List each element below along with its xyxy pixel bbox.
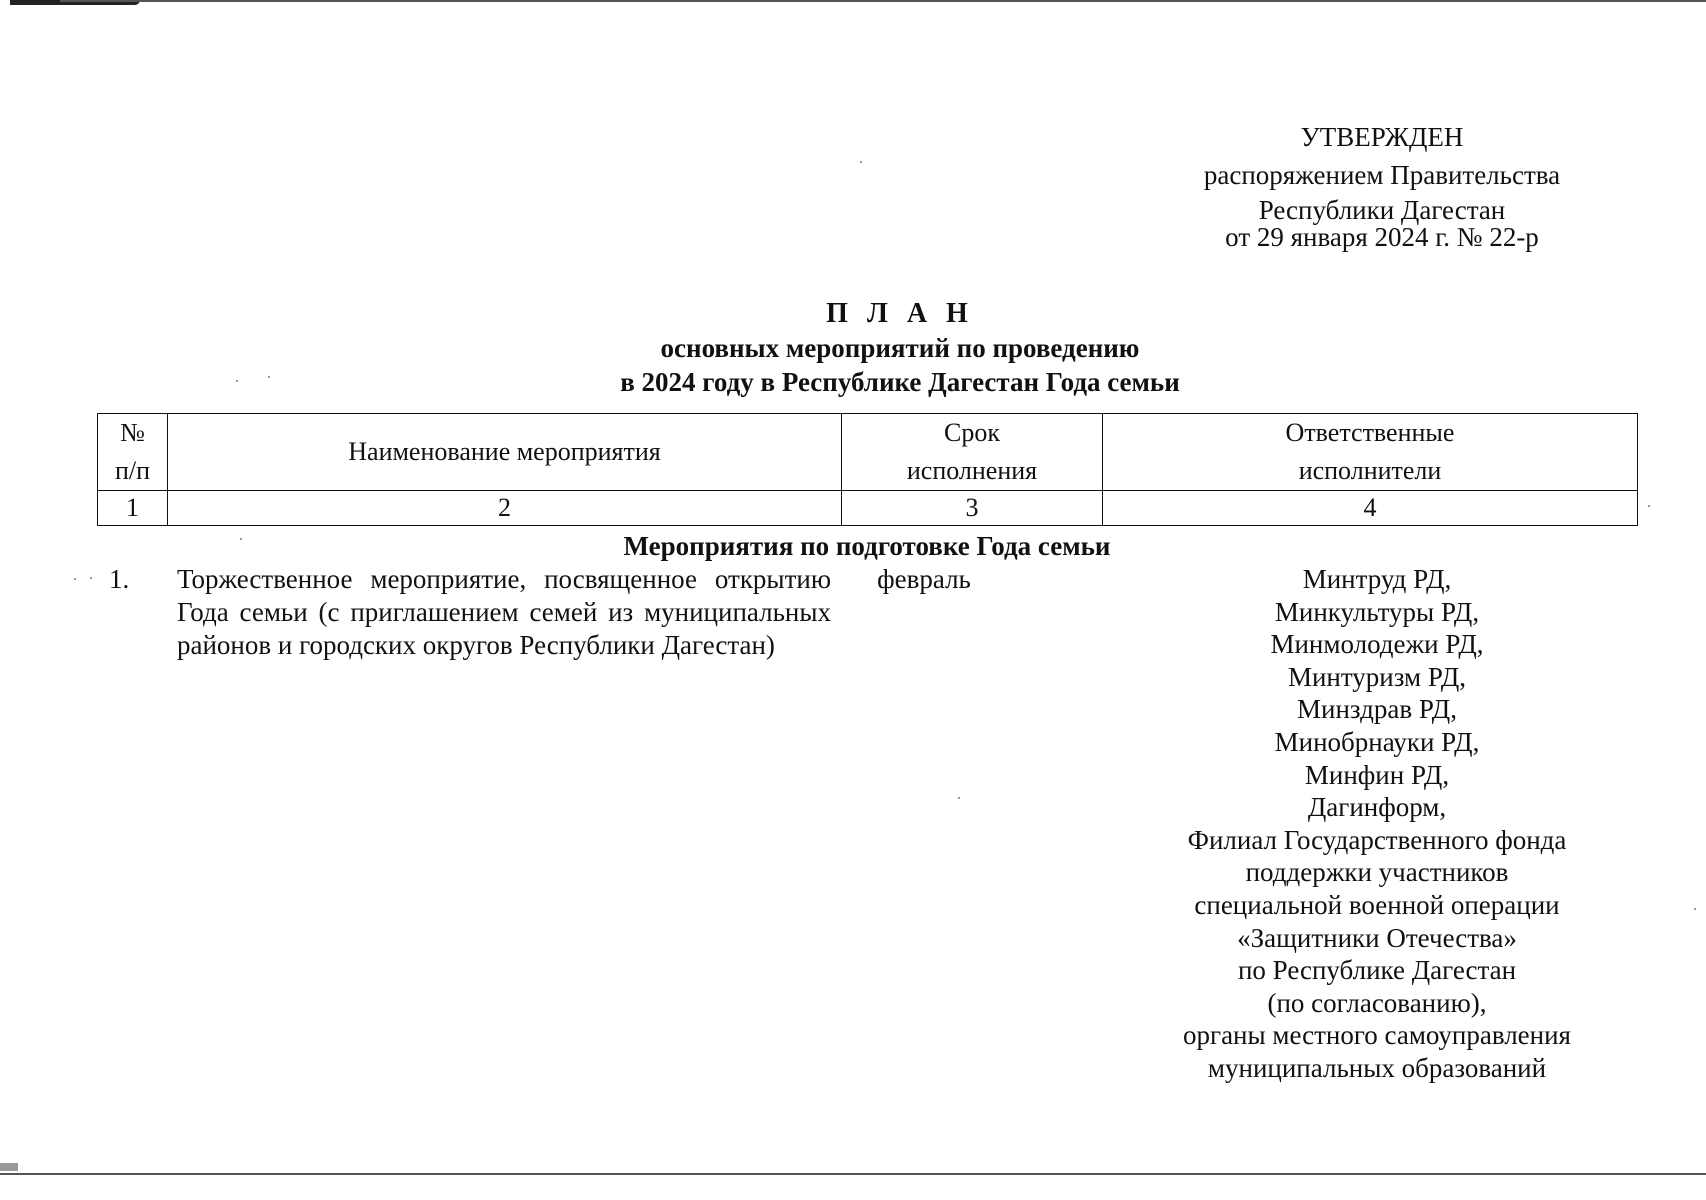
document-title: П Л А Н xyxy=(826,298,974,329)
scan-speck xyxy=(90,577,92,579)
header-term-line-2: исполнения xyxy=(906,456,1038,485)
approval-status: УТВЕРЖДЕН xyxy=(1300,122,1464,152)
header-num-line-1: № xyxy=(120,418,145,447)
header-term-line-1: Срок xyxy=(944,418,1000,447)
header-responsible xyxy=(1103,414,1638,491)
document-heading xyxy=(400,297,1400,399)
scan-corner-mark xyxy=(0,1163,18,1171)
header-num-line-2: п/п xyxy=(114,456,151,485)
scan-speck xyxy=(236,380,238,382)
header-resp-line-1: Ответственные xyxy=(1285,418,1455,447)
scan-top-edge xyxy=(60,0,1706,2)
document-subtitle-1: основных мероприятий по проведению xyxy=(660,333,1140,363)
scan-speck xyxy=(74,578,76,580)
approval-stamp xyxy=(1168,118,1596,252)
scan-speck xyxy=(240,538,242,540)
responsible-item: Минобрнауки РД, xyxy=(1274,726,1480,757)
responsible-item: Минтуризм РД, xyxy=(1287,661,1467,692)
scan-speck xyxy=(1694,908,1696,910)
row-number: 1. xyxy=(109,564,130,594)
scan-speck xyxy=(860,161,862,163)
header-name: Наименование мероприятия xyxy=(168,414,842,491)
scan-speck xyxy=(268,376,270,378)
approval-line-2: Республики Дагестан xyxy=(1258,195,1506,225)
scan-speck xyxy=(1648,505,1650,507)
header-term xyxy=(842,414,1103,491)
column-number-1: 1 xyxy=(98,491,168,526)
header-row xyxy=(98,414,1638,491)
responsible-item: Минфин РД, xyxy=(1304,759,1450,790)
responsible-item: Филиал Государственного фонда xyxy=(1187,824,1567,855)
header-num xyxy=(98,414,168,491)
document-subtitle-2: в 2024 году в Республике Дагестан Года семьи xyxy=(620,367,1180,397)
responsible-item: Минкультуры РД, xyxy=(1274,596,1480,627)
table-row xyxy=(97,563,1637,1103)
column-number-4: 4 xyxy=(1103,491,1638,526)
responsible-item: Минмолодежи РД, xyxy=(1270,629,1484,660)
approval-date: от 29 января 2024 г. № 22-р xyxy=(1225,222,1539,252)
responsible-item: Дагинформ, xyxy=(1307,792,1447,823)
header-resp-line-2: исполнители xyxy=(1298,456,1442,485)
row-event-name: Торжественное мероприятие, посвященное открытию Года семьи (с приглашением семей из муниципальных районов и городских округов Республики Дагестан) xyxy=(177,564,831,660)
plan-table-header xyxy=(97,413,1638,526)
responsible-item: Минтруд РД, xyxy=(1302,564,1452,594)
responsible-item: (по согласованию), xyxy=(1267,987,1487,1018)
responsible-item: муниципальных образований xyxy=(1207,1052,1547,1083)
responsible-item: органы местного самоуправления xyxy=(1183,1020,1571,1051)
column-number-row xyxy=(98,491,1638,526)
column-number-3: 3 xyxy=(842,491,1103,526)
responsible-item: «Защитники Отечества» xyxy=(1237,922,1517,953)
scan-bottom-edge xyxy=(0,1173,1706,1175)
responsible-item: специальной военной операции xyxy=(1194,889,1560,920)
column-number-2: 2 xyxy=(168,491,842,526)
approval-line-1: распоряжением Правительства xyxy=(1203,160,1561,190)
responsible-item: поддержки участников xyxy=(1245,857,1509,888)
responsible-item: по Республике Дагестан xyxy=(1237,955,1517,986)
scan-speck xyxy=(958,797,960,799)
row-term: февраль xyxy=(877,564,971,594)
section-title: Мероприятия по подготовке Года семьи xyxy=(623,531,1111,561)
responsible-item: Минздрав РД, xyxy=(1297,694,1457,725)
row-responsible xyxy=(1167,563,1587,1085)
